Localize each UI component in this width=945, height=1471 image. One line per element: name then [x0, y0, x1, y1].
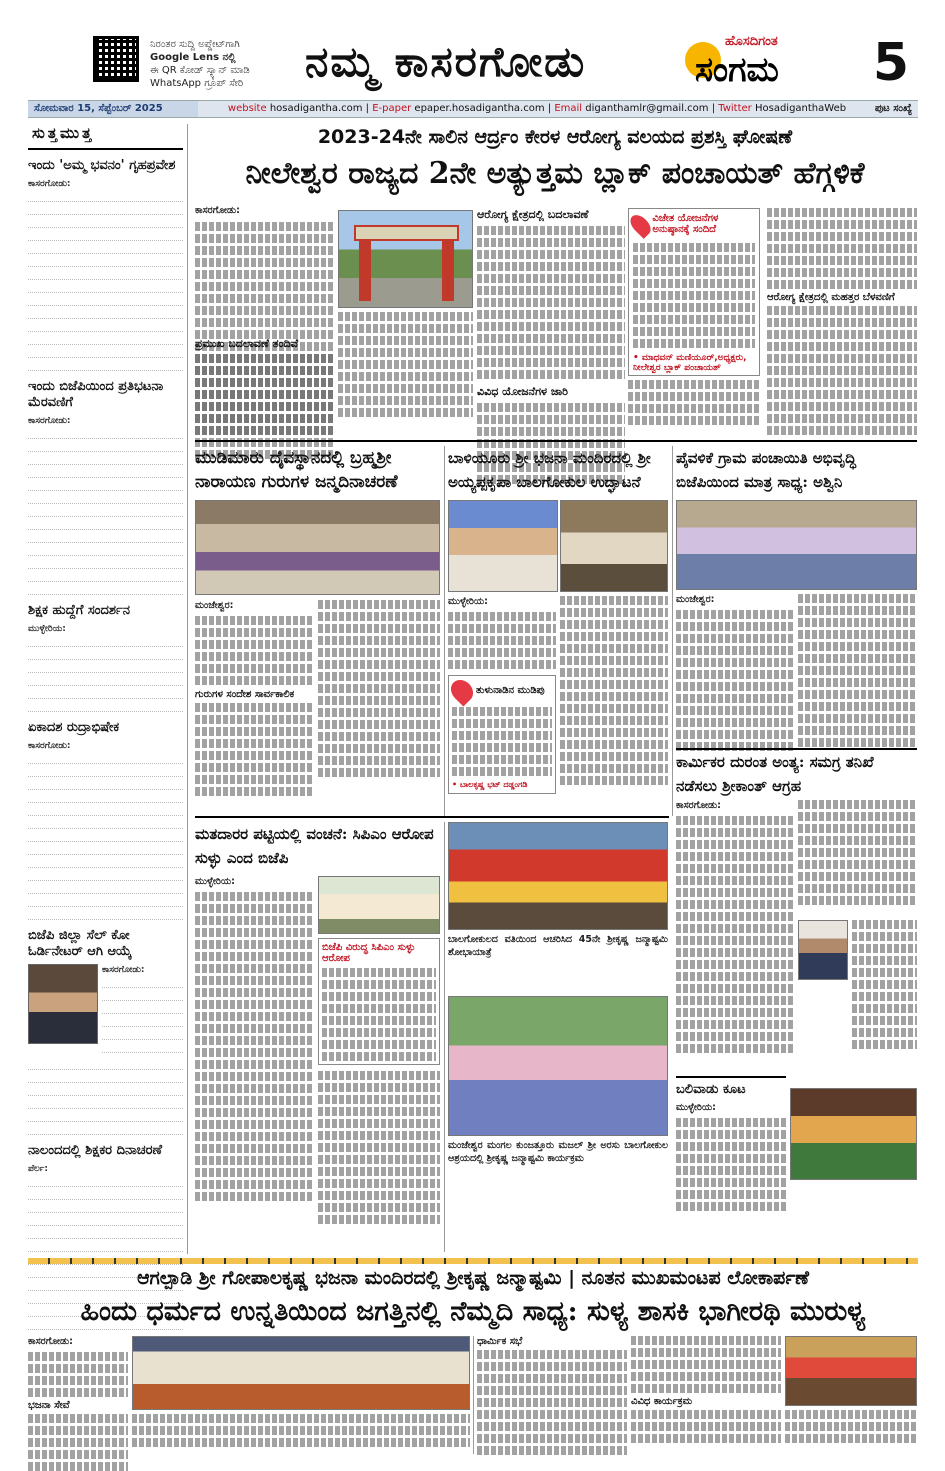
- lead-body-col2: [338, 312, 473, 434]
- brief-item: [28, 603, 183, 712]
- brand-logo: [685, 34, 865, 94]
- twitter-label: Twitter: [718, 103, 752, 114]
- lead-body-col4: [628, 380, 760, 436]
- story-dateline: ಮುಳ್ಳೇರಿಯ:: [676, 1102, 716, 1113]
- story-body: [195, 876, 313, 1248]
- column-divider: [187, 124, 188, 1254]
- inner-subhead: ಪ್ರಮುಖ ಬದಲಾವಣೆ ತಂದಿವೆ: [195, 337, 299, 350]
- qr-code: [93, 36, 139, 82]
- bottom-headline: ಹಿಂದು ಧರ್ಮದ ಉನ್ನತಿಯಿಂದ ಜಗತ್ತಿನಲ್ಲಿ ನೆಮ್ಮದಿ ಸಾಧ್ಯ: ಸುಳ್ಯ ಶಾಸಕಿ ಭಾಗೀರಥಿ ಮುರುಳ್ಯ: [80, 1296, 866, 1327]
- story-body: [28, 1336, 128, 1454]
- hospital-gate-photo: [338, 210, 473, 308]
- story-headline: ಪೈವಳಿಕೆ ಗ್ರಾಮ ಪಂಚಾಯಿತಿ ಅಭಿವೃದ್ಧಿ ಬಿಜೆಪಿಯಿಂದ ಮಾತ್ರ ಸಾಧ್ಯ: ಅಶ್ವಿನಿ: [676, 449, 857, 491]
- story-headline: ಮುಡಿಮಾರು ದೈವಸ್ಥಾನದಲ್ಲಿ ಬ್ರಹ್ಮಶ್ರೀ ನಾರಾಯಣ ಗುರುಗಳ ಜನ್ಮದಿನಾಚರಣೆ: [195, 448, 398, 492]
- temple-photo: [785, 1336, 917, 1406]
- story-body: [798, 594, 917, 744]
- brand-small: ಹೊಸದಿಗಂತ: [725, 34, 778, 49]
- gathering-photo: [195, 500, 440, 595]
- quote-credit: • ಬಾಲಕೃಷ್ಣ ಭಟ್ ದಡ್ಡಂಗಡಿ: [452, 779, 528, 789]
- inner-subhead: ಗುರುಗಳ ಸಂದೇಶ ಸಾರ್ವಕಾಲಿಕ: [195, 688, 295, 700]
- page-label: ಪುಟ ಸಂಖ್ಯೆ: [875, 103, 912, 114]
- brief-body: [28, 415, 183, 595]
- inner-subhead: ಆರೋಗ್ಯ ಕ್ಷೇತ್ರದಲ್ಲಿ ಬದಲಾವಣೆ: [477, 208, 589, 221]
- box-headline: ಬಿಜೆಪಿ ವಿರುದ್ಧ ಸಿಪಿಎಂ ಸುಳ್ಳು ಆರೋಪ: [322, 942, 416, 964]
- lead-dateline: ಕಾಸರಗೋಡು:: [195, 205, 240, 216]
- qr-line: ಈ QR ಕೋಡ್ ಸ್ಕ್ಯಾನ್ ಮಾಡಿ: [150, 65, 250, 76]
- story-body: [448, 596, 556, 812]
- story-body: [676, 800, 794, 1070]
- qr-line: ನಿರಂತರ ಸುದ್ದಿ ಅಪ್ಡೇಟ್‌ಗಾಗಿ: [150, 39, 240, 50]
- lead-body-col3: [477, 208, 625, 436]
- masthead-title: ನಮ್ಮ ಕಾಸರಗೋಡು: [305, 37, 587, 86]
- brief-lead: ಕಾಸರಗೋಡು:: [28, 741, 71, 751]
- story-body: [195, 600, 313, 812]
- quote-headline: ತುಳುನಾಡಿನ ಮುಡಿಪು: [476, 685, 545, 696]
- office-photo: [318, 876, 440, 934]
- story-dateline: ಮಂಜೇಶ್ವರ:: [676, 594, 715, 605]
- qr-line: Google Lens ನಲ್ಲಿ: [150, 52, 236, 63]
- section-rule: [195, 816, 669, 818]
- story-body: [798, 800, 917, 916]
- epaper-label: E-paper: [372, 103, 412, 114]
- contact-links: website hosadigantha.com | E-paper epaper.hosadigantha.com | Email diganthamlr@gmail.com | Twitter HosadiganthaWeb: [227, 103, 847, 114]
- column-divider: [473, 1336, 474, 1454]
- ritual-photo: [790, 1088, 917, 1180]
- email-link[interactable]: diganthamlr@gmail.com: [585, 103, 709, 114]
- story-body: [560, 596, 668, 812]
- lead-headline: ನೀಲೇಶ್ವರ ರಾಜ್ಯದ 2ನೇ ಅತ್ಯುತ್ತಮ ಬ್ಲಾಕ್ ಪಂಚಾಯತ್ ಹೆಗ್ಗಳಿಕೆ: [245, 156, 865, 191]
- issue-date: ಸೋಮವಾರ 15, ಸೆಪ್ಟೆಂಬರ್ 2025: [28, 101, 198, 117]
- info-bar: [28, 100, 918, 118]
- lead-subheadline: 2023-24ನೇ ಸಾಲಿನ ಆರ್ದ್ರಂ ಕೇರಳ ಆರೋಗ್ಯ ವಲಯದ ಪ್ರಶಸ್ತಿ ಘೋಷಣೆ: [317, 126, 793, 148]
- stage-photo: [132, 1336, 470, 1410]
- story-body: [631, 1336, 781, 1454]
- brief-headline: ಏಕಾದಶ ರುದ್ರಾಭಿಷೇಕ: [28, 720, 120, 735]
- twitter-link[interactable]: HosadiganthaWeb: [754, 103, 847, 114]
- story-body: [477, 1336, 627, 1454]
- brief-body-cont: [28, 1058, 183, 1135]
- lead-body-col5: [767, 208, 917, 436]
- inner-subhead: ಭಜನಾ ಸೇವೆ: [28, 1399, 70, 1411]
- quote-box: [448, 675, 556, 794]
- quote-credit: • ಮಾಧವನ್ ಮಣಿಯೂರ್,ಅಧ್ಯಕ್ಷರು, ನೀಲೇಶ್ವರ ಬ್ಲಾಕ್ ಪಂಚಾಯತ್: [633, 353, 747, 373]
- children-group-photo: [448, 996, 668, 1136]
- brief-headline: ಇಂದು 'ಅಮ್ಮ ಭವನಂ' ಗೃಹಪ್ರವೇಶ: [28, 158, 176, 173]
- qr-line: WhatsApp ಗ್ರೂಪ್ ಸೇರಿ: [150, 78, 244, 89]
- person-photo: [798, 920, 848, 980]
- brief-headline: ಬಿಜೆಪಿ ಜಿಲ್ಲಾ ಸೆಲ್ ಕೋ ಓರ್ಡಿನೇಟರ್ ಆಗಿ ಆಯ್ಕೆ: [28, 928, 132, 959]
- lead-body-col1b: [195, 337, 335, 437]
- left-column: [28, 124, 183, 1262]
- inner-subhead: ಆರೋಗ್ಯ ಕ್ಷೇತ್ರದಲ್ಲಿ ಮಹತ್ತರ ಬೆಳವಣಿಗೆ: [767, 292, 895, 303]
- inner-subhead: ವಿವಿಧ ಕಾರ್ಯಕ್ರಮ: [631, 1396, 693, 1407]
- photo-caption: [785, 1410, 917, 1454]
- brief-body: [28, 740, 183, 920]
- column-divider: [672, 446, 673, 816]
- story-dateline: ಮುಳ್ಳೇರಿಯ:: [448, 596, 488, 607]
- brief-item: [28, 928, 183, 1135]
- story-dateline: ಮಂಜೇಶ್ವರ:: [195, 600, 234, 611]
- brief-headline: ಶಿಕ್ಷಕ ಹುದ್ದೆಗೆ ಸಂದರ್ಶನ: [28, 603, 131, 618]
- quote-icon: [627, 211, 655, 239]
- section-divider-stripe: [28, 1258, 918, 1264]
- page-number: 5: [872, 33, 910, 93]
- brief-body: [28, 178, 183, 371]
- brief-body: [28, 623, 183, 712]
- photo-caption: ಬಾಲಗೋಕುಲದ ವತಿಯಿಂದ ಆಚರಿಸಿದ 45ನೇ ಶ್ರೀಕೃಷ್ಣ ಜನ್ಮಾಷ್ಟಮಿ ಶೋಭಾಯಾತ್ರೆ: [448, 934, 668, 958]
- story-body: [318, 600, 440, 812]
- highlight-box: [318, 938, 440, 1065]
- inner-subhead: ಧಾರ್ಮಿಕ ಸಭೆ: [477, 1336, 523, 1347]
- story-headline: ಬಾಳಿಯೂರು ಶ್ರೀ ಭಜನಾ ಮಂದಿರದಲ್ಲಿ ಶ್ರೀ ಅಯ್ಯಪ್ಪಕೃಪಾ ಬಾಲಗೋಕುಲ ಉದ್ಘಾಟನೆ: [448, 449, 651, 491]
- brief-lead: ಕಾಸರಗೋಡು:: [28, 179, 71, 189]
- story-body: [132, 1414, 470, 1456]
- epaper-link[interactable]: epaper.hosadigantha.com: [414, 103, 545, 114]
- event-photo: [448, 500, 558, 592]
- story-body: [318, 938, 440, 1250]
- section-title: ಸುತ್ತಮುತ್ತ: [28, 124, 183, 150]
- lamp-lighting-photo: [560, 500, 668, 592]
- story-dateline: ಕಾಸರಗೋಡು:: [28, 1336, 73, 1347]
- brief-lead: ಕಾಸರಗೋಡು:: [102, 965, 145, 975]
- website-link[interactable]: hosadigantha.com: [269, 103, 363, 114]
- column-divider: [444, 446, 445, 816]
- story-headline: ಮತದಾರರ ಪಟ್ಟಿಯಲ್ಲಿ ವಂಚನೆ: ಸಿಪಿಎಂ ಆರೋಪ ಸುಳ್ಳು ಎಂದ ಬಿಜೆಪಿ: [195, 825, 434, 867]
- story-body: [676, 594, 794, 744]
- brief-body: [102, 964, 183, 1054]
- brief-item: [28, 720, 183, 920]
- story-dateline: ಮುಳ್ಳೇರಿಯ:: [195, 876, 235, 887]
- story-dateline: ಕಾಸರಗೋಡು:: [676, 800, 721, 811]
- column-divider: [444, 822, 445, 1252]
- brief-item: [28, 158, 183, 371]
- meeting-photo: [676, 500, 917, 590]
- quote-icon: [446, 675, 477, 706]
- website-label: website: [227, 103, 267, 114]
- bottom-subheadline: ಆಗಲ್ಪಾಡಿ ಶ್ರೀ ಗೋಪಾಲಕೃಷ್ಣ ಭಜನಾ ಮಂದಿರದಲ್ಲಿ ಶ್ರೀಕೃಷ್ಣ ಜನ್ಮಾಷ್ಟಮಿ | ನೂತನ ಮುಖಮಂಟಪ ಲೋಕಾರ್ಪಣೆ: [136, 1267, 810, 1289]
- brief-lead: ಕಾಸರಗೋಡು:: [28, 416, 71, 426]
- story-body: [852, 920, 917, 1070]
- qr-instructions: [150, 38, 300, 90]
- brief-lead: ಮುಳ್ಳೇರಿಯ:: [28, 624, 66, 634]
- story-headline: ಕಾರ್ಮಿಕರ ದುರಂತ ಅಂತ್ಯ: ಸಮಗ್ರ ತನಿಖೆ ನಡೆಸಲು ಶ್ರೀಕಾಂತ್ ಆಗ್ರಹ: [676, 748, 917, 798]
- inner-subhead: ವಿವಿಧ ಯೋಜನೆಗಳ ಜಾರಿ: [477, 385, 568, 398]
- brief-item: [28, 379, 183, 595]
- email-label: Email: [554, 103, 583, 114]
- brief-headline: ಇಂದು ಬಿಜೆಪಿಯಿಂದ ಪ್ರತಿಭಟನಾ ಮೆರವಣಿಗೆ: [28, 379, 164, 410]
- brief-lead: ಪೆರ್ಲ:: [28, 1164, 48, 1174]
- quote-box: [628, 208, 760, 376]
- person-photo: [28, 964, 98, 1044]
- quote-headline: ವಿಜೇತ ಯೋಜನೆಗಳ ಅನುಷ್ಠಾನಕ್ಕೆ ಸಂದಿದೆ: [652, 213, 719, 235]
- brand-main: ಸಂಗಮ: [695, 50, 779, 90]
- photo-caption: ಮಂಜೇಶ್ವರ ಮಂಗಲ ಕುಂಜತ್ತೂರು ಮಜಲ್ ಶ್ರೀ ಅರಸು ಬಾಲಗೋಕುಲ ಆಶ್ರಯದಲ್ಲಿ ಶ್ರೀಕೃಷ್ಣ ಜನ್ಮಾಷ್ಟಮಿ ಕಾರ್ಯಕ್ರಮ: [448, 1140, 668, 1164]
- story-body: [676, 1102, 786, 1252]
- brief-headline: ನಾಲಂದದಲ್ಲಿ ಶಿಕ್ಷಕರ ದಿನಾಚರಣೆ: [28, 1143, 163, 1158]
- section-rule: [195, 440, 917, 442]
- story-headline: ಬಲಿವಾಡು ಕೂಟ: [676, 1076, 786, 1100]
- procession-photo: [448, 822, 668, 930]
